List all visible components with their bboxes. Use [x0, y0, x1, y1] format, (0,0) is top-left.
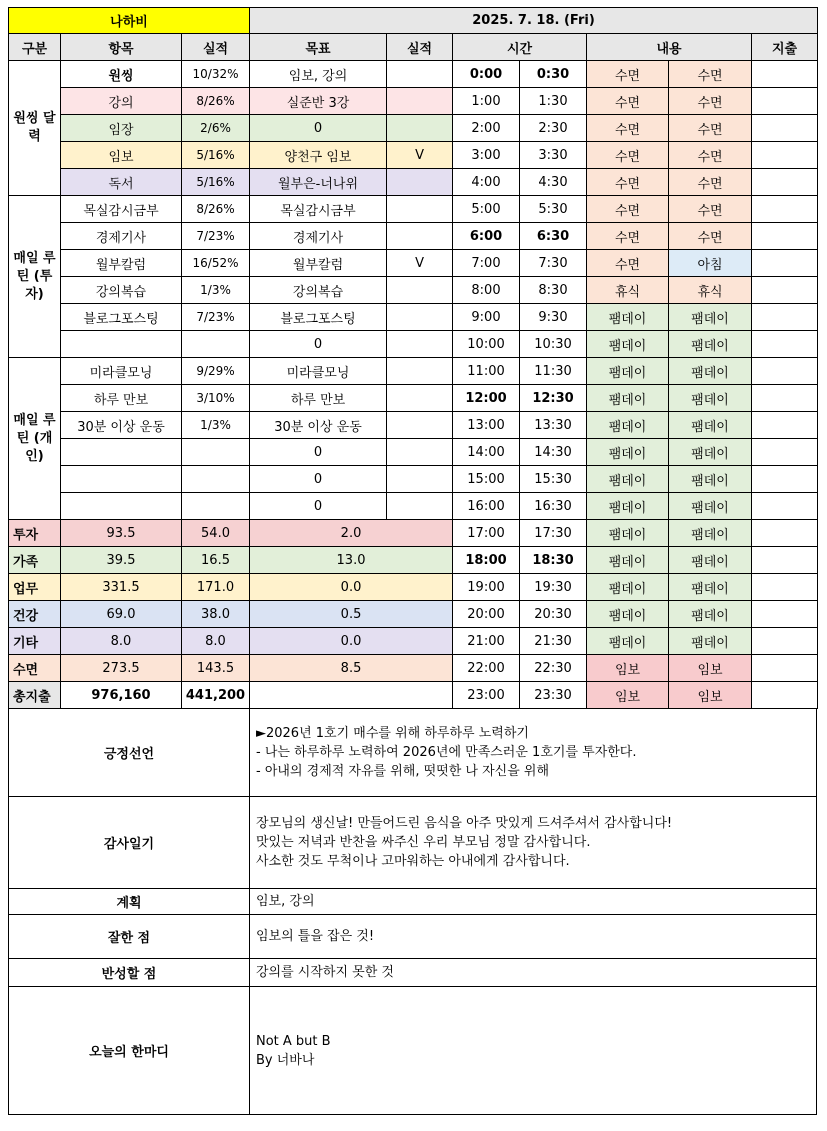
time-half: 18:30 — [520, 547, 587, 574]
item-result: 8/26% — [182, 88, 250, 115]
item-goal: 임보, 강의 — [250, 61, 387, 88]
stat-month: 8.0 — [182, 628, 250, 655]
item-goal: 0 — [250, 115, 387, 142]
time-half: 6:30 — [520, 223, 587, 250]
activity-first: 팸데이 — [587, 547, 669, 574]
item-done: V — [387, 142, 453, 169]
item-row — [9, 358, 818, 385]
activity-first: 수면 — [587, 223, 669, 250]
item-goal: 30분 이상 운동 — [250, 412, 387, 439]
item-row — [9, 169, 818, 196]
item-row — [9, 439, 818, 466]
expense-cell — [752, 331, 818, 358]
activity-second: 수면 — [669, 142, 752, 169]
activity-second: 수면 — [669, 169, 752, 196]
stat-month: 143.5 — [182, 655, 250, 682]
item-row — [9, 142, 818, 169]
stat-label: 가족 — [9, 547, 61, 574]
item-result: 2/6% — [182, 115, 250, 142]
stat-label: 건강 — [9, 601, 61, 628]
expense-cell — [752, 223, 818, 250]
item-name: 강의 — [61, 88, 182, 115]
item-row — [9, 304, 818, 331]
time-start: 7:00 — [453, 250, 520, 277]
time-half: 1:30 — [520, 88, 587, 115]
activity-second: 팸데이 — [669, 412, 752, 439]
stat-row — [9, 628, 818, 655]
stat-today: 13.0 — [250, 547, 453, 574]
item-goal: 월부은-너나위 — [250, 169, 387, 196]
time-half: 10:30 — [520, 331, 587, 358]
item-done — [387, 385, 453, 412]
gratitude-text: 장모님의 생신날! 만들어드린 음식을 아주 맛있게 드셔주셔서 감사합니다! 맛있는 저녁과 반찬을 싸주신 우리 부모님 정말 감사합니다. 사소한 것도 무척이나 고마워하는 아내에게 감사합니다. — [250, 797, 817, 889]
activity-first: 팸데이 — [587, 385, 669, 412]
expense-cell — [752, 115, 818, 142]
activity-second: 아침 — [669, 250, 752, 277]
quote-row — [9, 987, 817, 1115]
activity-first: 팸데이 — [587, 412, 669, 439]
col-goal: 목표 — [250, 34, 387, 61]
time-half: 8:30 — [520, 277, 587, 304]
col-expense: 지출 — [752, 34, 818, 61]
activity-second: 팸데이 — [669, 331, 752, 358]
activity-second: 팸데이 — [669, 547, 752, 574]
item-row — [9, 115, 818, 142]
activity-second: 수면 — [669, 61, 752, 88]
item-goal: 0 — [250, 439, 387, 466]
activity-second: 팸데이 — [669, 466, 752, 493]
stat-month: 16.5 — [182, 547, 250, 574]
time-half: 13:30 — [520, 412, 587, 439]
expense-cell — [752, 304, 818, 331]
item-result — [182, 466, 250, 493]
time-start: 1:00 — [453, 88, 520, 115]
col-category: 구분 — [9, 34, 61, 61]
time-start: 15:00 — [453, 466, 520, 493]
item-result: 1/3% — [182, 277, 250, 304]
activity-first: 수면 — [587, 169, 669, 196]
item-row — [9, 331, 818, 358]
time-start: 12:00 — [453, 385, 520, 412]
stat-month: 38.0 — [182, 601, 250, 628]
activity-first: 팸데이 — [587, 439, 669, 466]
time-start: 9:00 — [453, 304, 520, 331]
item-result: 10/32% — [182, 61, 250, 88]
expense-cell — [752, 574, 818, 601]
stat-today: 0.5 — [250, 601, 453, 628]
item-row — [9, 385, 818, 412]
stat-total: 39.5 — [61, 547, 182, 574]
activity-first: 팸데이 — [587, 628, 669, 655]
activity-second: 수면 — [669, 88, 752, 115]
quote-label: 오늘의 한마디 — [9, 987, 250, 1115]
expense-cell — [752, 250, 818, 277]
col-result: 실적 — [182, 34, 250, 61]
activity-first: 수면 — [587, 142, 669, 169]
time-half: 7:30 — [520, 250, 587, 277]
daily-planner-sheet — [8, 7, 818, 1115]
item-done — [387, 331, 453, 358]
item-done — [387, 223, 453, 250]
plan-label: 계획 — [9, 889, 250, 915]
stat-total: 273.5 — [61, 655, 182, 682]
stat-today: 2.0 — [250, 520, 453, 547]
item-name — [61, 493, 182, 520]
time-half: 21:30 — [520, 628, 587, 655]
time-start: 11:00 — [453, 358, 520, 385]
activity-first: 팸데이 — [587, 601, 669, 628]
item-result: 16/52% — [182, 250, 250, 277]
item-name: 목실감시금부 — [61, 196, 182, 223]
activity-second: 임보 — [669, 655, 752, 682]
affirmation-row — [9, 709, 817, 797]
owner-name: 나하비 — [9, 8, 250, 34]
item-result: 5/16% — [182, 169, 250, 196]
time-start: 22:00 — [453, 655, 520, 682]
stat-row — [9, 655, 818, 682]
time-start: 17:00 — [453, 520, 520, 547]
item-goal: 경제기사 — [250, 223, 387, 250]
stat-label: 수면 — [9, 655, 61, 682]
time-start: 0:00 — [453, 61, 520, 88]
quote-text: Not A but B By 너바나 — [250, 987, 817, 1115]
plan-row — [9, 889, 817, 915]
expense-cell — [752, 493, 818, 520]
stat-total: 69.0 — [61, 601, 182, 628]
stat-row — [9, 682, 818, 709]
stat-total: 8.0 — [61, 628, 182, 655]
time-half: 9:30 — [520, 304, 587, 331]
item-name: 30분 이상 운동 — [61, 412, 182, 439]
activity-first: 팸데이 — [587, 574, 669, 601]
stat-total: 331.5 — [61, 574, 182, 601]
time-start: 6:00 — [453, 223, 520, 250]
time-half: 4:30 — [520, 169, 587, 196]
item-done — [387, 439, 453, 466]
col-done: 실적 — [387, 34, 453, 61]
item-goal: 0 — [250, 331, 387, 358]
item-row — [9, 250, 818, 277]
item-row — [9, 196, 818, 223]
time-half: 0:30 — [520, 61, 587, 88]
item-row — [9, 277, 818, 304]
col-time: 시간 — [453, 34, 587, 61]
activity-first: 팸데이 — [587, 493, 669, 520]
item-done — [387, 61, 453, 88]
item-done: V — [387, 250, 453, 277]
activity-second: 팸데이 — [669, 358, 752, 385]
expense-cell — [752, 439, 818, 466]
time-start: 21:00 — [453, 628, 520, 655]
item-name: 하루 만보 — [61, 385, 182, 412]
item-result: 7/23% — [182, 304, 250, 331]
col-content: 내용 — [587, 34, 752, 61]
col-item: 항목 — [61, 34, 182, 61]
item-result — [182, 331, 250, 358]
item-goal: 강의복습 — [250, 277, 387, 304]
expense-cell — [752, 655, 818, 682]
item-done — [387, 304, 453, 331]
date-label: 2025. 7. 18. (Fri) — [250, 8, 818, 34]
stat-month: 441,200 — [182, 682, 250, 709]
activity-first: 임보 — [587, 655, 669, 682]
item-name: 임보 — [61, 142, 182, 169]
activity-first: 수면 — [587, 88, 669, 115]
item-done — [387, 412, 453, 439]
item-done — [387, 196, 453, 223]
activity-second: 임보 — [669, 682, 752, 709]
item-row — [9, 88, 818, 115]
journal-table — [8, 708, 817, 1115]
stat-total: 976,160 — [61, 682, 182, 709]
item-result: 5/16% — [182, 142, 250, 169]
item-name — [61, 439, 182, 466]
activity-first: 휴식 — [587, 277, 669, 304]
activity-second: 수면 — [669, 223, 752, 250]
expense-cell — [752, 682, 818, 709]
time-half: 19:30 — [520, 574, 587, 601]
item-done — [387, 493, 453, 520]
activity-first: 팸데이 — [587, 304, 669, 331]
expense-cell — [752, 628, 818, 655]
activity-first: 수면 — [587, 250, 669, 277]
time-start: 23:00 — [453, 682, 520, 709]
good-point-text: 임보의 틀을 잡은 것! — [250, 915, 817, 959]
time-start: 5:00 — [453, 196, 520, 223]
item-done — [387, 277, 453, 304]
plan-text: 임보, 강의 — [250, 889, 817, 915]
stat-month: 54.0 — [182, 520, 250, 547]
item-name: 경제기사 — [61, 223, 182, 250]
item-row — [9, 61, 818, 88]
group-onething: 원씽 달력 — [9, 61, 61, 196]
item-done — [387, 358, 453, 385]
time-half: 3:30 — [520, 142, 587, 169]
title-row — [9, 8, 818, 34]
time-half: 12:30 — [520, 385, 587, 412]
gratitude-label: 감사일기 — [9, 797, 250, 889]
item-name — [61, 466, 182, 493]
item-result — [182, 439, 250, 466]
item-result — [182, 493, 250, 520]
item-name: 미라클모닝 — [61, 358, 182, 385]
item-result: 7/23% — [182, 223, 250, 250]
stat-month: 171.0 — [182, 574, 250, 601]
activity-first: 수면 — [587, 115, 669, 142]
stat-today: 8.5 — [250, 655, 453, 682]
expense-cell — [752, 142, 818, 169]
item-done — [387, 115, 453, 142]
expense-cell — [752, 520, 818, 547]
time-start: 10:00 — [453, 331, 520, 358]
stat-label: 총지출 — [9, 682, 61, 709]
activity-second: 수면 — [669, 196, 752, 223]
reflection-row — [9, 959, 817, 987]
expense-cell — [752, 88, 818, 115]
activity-first: 팸데이 — [587, 520, 669, 547]
item-goal: 블로그포스팅 — [250, 304, 387, 331]
stat-today — [250, 682, 453, 709]
item-name: 임장 — [61, 115, 182, 142]
item-goal: 목실감시금부 — [250, 196, 387, 223]
item-done — [387, 466, 453, 493]
affirmation-label: 긍정선언 — [9, 709, 250, 797]
time-start: 18:00 — [453, 547, 520, 574]
reflection-label: 반성할 점 — [9, 959, 250, 987]
item-result: 1/3% — [182, 412, 250, 439]
good-point-label: 잘한 점 — [9, 915, 250, 959]
time-start: 8:00 — [453, 277, 520, 304]
good-point-row — [9, 915, 817, 959]
activity-first: 수면 — [587, 61, 669, 88]
expense-cell — [752, 547, 818, 574]
item-goal: 월부칼럼 — [250, 250, 387, 277]
time-half: 15:30 — [520, 466, 587, 493]
activity-second: 팸데이 — [669, 304, 752, 331]
activity-second: 팸데이 — [669, 493, 752, 520]
item-name: 강의복습 — [61, 277, 182, 304]
stat-label: 업무 — [9, 574, 61, 601]
item-done — [387, 169, 453, 196]
time-start: 14:00 — [453, 439, 520, 466]
expense-cell — [752, 61, 818, 88]
stat-row — [9, 547, 818, 574]
stat-total: 93.5 — [61, 520, 182, 547]
activity-first: 수면 — [587, 196, 669, 223]
item-goal: 양천구 임보 — [250, 142, 387, 169]
time-start: 3:00 — [453, 142, 520, 169]
expense-cell — [752, 196, 818, 223]
time-half: 23:30 — [520, 682, 587, 709]
activity-second: 팸데이 — [669, 574, 752, 601]
item-goal: 실준반 3강 — [250, 88, 387, 115]
item-row — [9, 493, 818, 520]
activity-second: 팸데이 — [669, 385, 752, 412]
expense-cell — [752, 601, 818, 628]
item-result: 8/26% — [182, 196, 250, 223]
item-goal: 미라클모닝 — [250, 358, 387, 385]
expense-cell — [752, 169, 818, 196]
group-routine-personal: 매일 루틴 (개인) — [9, 358, 61, 520]
affirmation-text: ►2026년 1호기 매수를 위해 하루하루 노력하기 - 나는 하루하루 노력하여 2026년에 만족스러운 1호기를 투자한다. - 아내의 경제적 자유를 위해, 떳떳한 나 자신을 위해 — [250, 709, 817, 797]
item-goal: 하루 만보 — [250, 385, 387, 412]
activity-first: 임보 — [587, 682, 669, 709]
item-row — [9, 223, 818, 250]
item-result: 9/29% — [182, 358, 250, 385]
item-goal: 0 — [250, 493, 387, 520]
time-start: 4:00 — [453, 169, 520, 196]
time-half: 20:30 — [520, 601, 587, 628]
time-half: 2:30 — [520, 115, 587, 142]
time-half: 14:30 — [520, 439, 587, 466]
time-half: 16:30 — [520, 493, 587, 520]
activity-first: 팸데이 — [587, 466, 669, 493]
header-row — [9, 34, 818, 61]
activity-second: 팸데이 — [669, 601, 752, 628]
stat-row — [9, 574, 818, 601]
item-name: 블로그포스팅 — [61, 304, 182, 331]
time-half: 5:30 — [520, 196, 587, 223]
item-name: 독서 — [61, 169, 182, 196]
time-half: 22:30 — [520, 655, 587, 682]
item-row — [9, 412, 818, 439]
stat-label: 투자 — [9, 520, 61, 547]
group-routine-invest: 매일 루틴 (투자) — [9, 196, 61, 358]
time-start: 20:00 — [453, 601, 520, 628]
expense-cell — [752, 385, 818, 412]
activity-second: 휴식 — [669, 277, 752, 304]
item-done — [387, 88, 453, 115]
activity-first: 팸데이 — [587, 358, 669, 385]
expense-cell — [752, 412, 818, 439]
stat-today: 0.0 — [250, 574, 453, 601]
expense-cell — [752, 277, 818, 304]
time-half: 17:30 — [520, 520, 587, 547]
item-name: 월부칼럼 — [61, 250, 182, 277]
item-name — [61, 331, 182, 358]
activity-first: 팸데이 — [587, 331, 669, 358]
expense-cell — [752, 466, 818, 493]
expense-cell — [752, 358, 818, 385]
time-start: 2:00 — [453, 115, 520, 142]
stat-label: 기타 — [9, 628, 61, 655]
item-goal: 0 — [250, 466, 387, 493]
gratitude-row — [9, 797, 817, 889]
time-start: 16:00 — [453, 493, 520, 520]
planner-grid — [8, 7, 818, 709]
activity-second: 팸데이 — [669, 439, 752, 466]
reflection-text: 강의를 시작하지 못한 것 — [250, 959, 817, 987]
item-row — [9, 466, 818, 493]
time-start: 19:00 — [453, 574, 520, 601]
item-result: 3/10% — [182, 385, 250, 412]
stat-row — [9, 601, 818, 628]
item-name: 원씽 — [61, 61, 182, 88]
stat-today: 0.0 — [250, 628, 453, 655]
stat-row — [9, 520, 818, 547]
activity-second: 수면 — [669, 115, 752, 142]
time-start: 13:00 — [453, 412, 520, 439]
time-half: 11:30 — [520, 358, 587, 385]
activity-second: 팸데이 — [669, 628, 752, 655]
activity-second: 팸데이 — [669, 520, 752, 547]
